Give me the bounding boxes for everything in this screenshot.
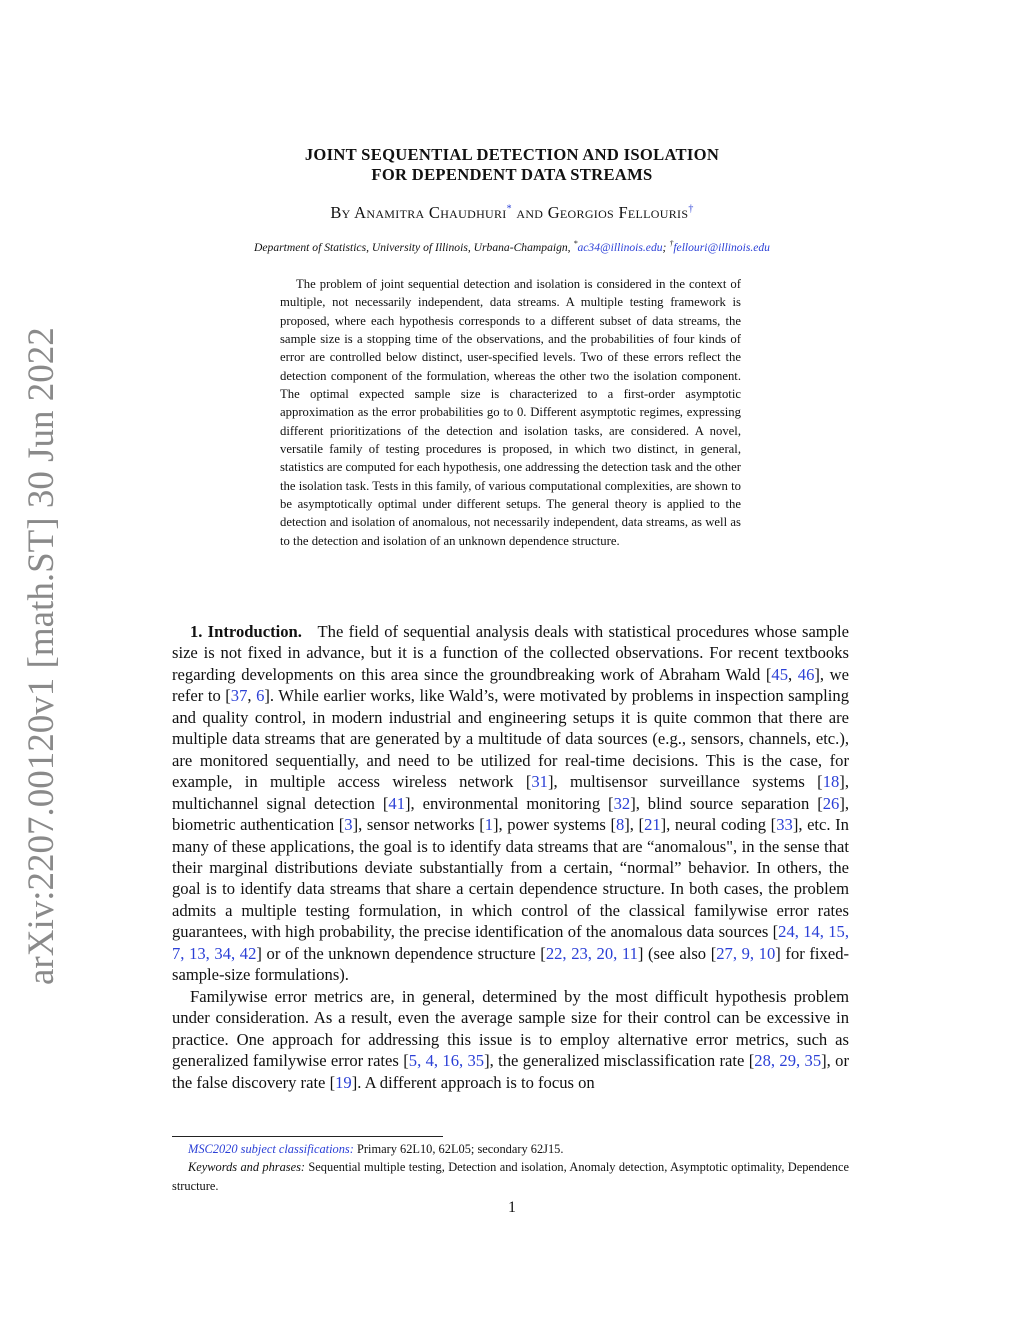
citation-link[interactable]: 5, 4, 16, 35: [408, 1051, 485, 1071]
page-number: 1: [508, 1199, 516, 1216]
abstract: [280, 275, 741, 550]
keywords-footnote: [172, 1158, 849, 1195]
intro-paragraph-1: [172, 621, 849, 986]
department: Department of Statistics, University of Illinois, Urbana-Champaign,: [254, 240, 571, 254]
citation-link[interactable]: 28, 29, 35: [754, 1051, 822, 1071]
text-run: ], power systems [: [493, 815, 616, 835]
citation-link[interactable]: 32: [613, 793, 631, 813]
email-separator: ;: [662, 240, 667, 254]
citation-link[interactable]: 21: [644, 815, 661, 835]
intro-paragraph-2: [172, 986, 849, 1093]
text-run: ]. A different approach is to focus on: [351, 1072, 595, 1092]
citation-link[interactable]: 24, 14, 15, 7, 13, 34, 42: [172, 922, 849, 963]
citation-link[interactable]: 31: [531, 772, 548, 792]
keywords-text: Sequential multiple testing, Detection and isolation, Anomaly detection, Asymptotic optimality, Dependence structure.: [172, 1160, 849, 1193]
text-run: ], neural coding [: [660, 815, 777, 835]
citation-link[interactable]: 1: [484, 815, 494, 835]
text-run: ,: [247, 686, 257, 706]
text-run: Familywise error metrics are, in general, determined by the most difficult hypothesis problem under consideration. As a result, even the average sample size for their control can be excessive in practice. One approach for addressing this issue is to employ alternative error metrics, such as generalized familywise error rates [: [172, 986, 849, 1071]
keywords-label: Keywords and phrases:: [188, 1160, 306, 1175]
text-run: ], multichannel signal detection [: [172, 772, 849, 813]
author-1-mark[interactable]: *: [506, 203, 512, 215]
abstract-text: The problem of joint sequential detection and isolation is considered in the context of multiple, not necessarily independent, data streams. A multiple testing framework is proposed, where each hypothesis corresponds to a different subset of data streams, the sample size is a stopping time of the observations, and the probabilities of four kinds of error are controlled below distinct, user-specified levels. Two of these errors reflect the detection component of the formulation, whereas the other two the isolation component. The optimal expected sample size is characterized to a first-order asymptotic approximation as the error probabilities go to 0. Different asymptotic regimes, expressing different prioritizations of the detection and isolation tasks, are considered. A novel, versatile family of testing procedures is proposed, in which two distinct, in general, statistics are computed for each hypothesis, one addressing the detection task and the other the isolation task. Tests in this family, of various computational complexities, are shown to be asymptotically optimal under different setups. The general theory is applied to the detection and isolation of anomalous, not necessarily independent, data streams, as well as to the detection and isolation of an unknown dependence structure.: [280, 277, 741, 548]
text-run: ], environmental monitoring [: [405, 793, 614, 813]
citation-link[interactable]: 27, 9, 10: [716, 943, 776, 963]
citation-link[interactable]: 41: [388, 793, 405, 813]
text-run: ], we refer to [: [172, 664, 850, 706]
text-run: The field of sequential analysis deals with statistical procedures whose sample size is not fixed in advance, but it is a function of the collected observations. For recent textbooks regarding developments on this area since the groundbreaking work of Abraham Wald [: [172, 622, 849, 684]
author-line: [172, 203, 852, 223]
and-word: and: [516, 203, 544, 222]
paper-title: [172, 145, 852, 185]
title-line-1: JOINT SEQUENTIAL DETECTION AND ISOLATION: [304, 145, 720, 164]
citation-link[interactable]: 26: [822, 793, 840, 813]
citation-link[interactable]: 45: [771, 664, 788, 684]
email-2-mark: †: [669, 239, 674, 248]
text-run: ], etc. In many of these applications, the goal is to identify data streams that are “anomalous", in the sense that their marginal distributions deviate substantially from a certain, “normal” behavior. In others, the goal is to identify data streams that share a certain dependence structure. In both cases, the problem admits a multiple testing formulation, in which control of the classical familywise error rates guarantees, with high probability, the precise identification of the anomalous data sources [: [172, 815, 849, 942]
text-run: ,: [788, 664, 798, 684]
text-run: ], the generalized misclassification rate [: [484, 1051, 755, 1071]
author-1: Anamitra Chaudhuri: [354, 203, 507, 222]
citation-link[interactable]: 19: [335, 1072, 352, 1092]
footnotes: [172, 1140, 849, 1195]
citation-link[interactable]: 8: [615, 815, 625, 835]
email-link-2[interactable]: fellouri@illinois.edu: [673, 240, 770, 254]
text-run: ], or the false discovery rate [: [172, 1051, 849, 1092]
citation-link[interactable]: 22, 23, 20, 11: [545, 943, 638, 963]
citation-link[interactable]: 37: [230, 686, 248, 706]
citation-link[interactable]: 18: [822, 772, 840, 792]
text-run: ], biometric authentication [: [172, 793, 849, 835]
msc-footnote: [172, 1140, 849, 1158]
arxiv-identifier-stamp: arXiv:2207.00120v1 [math.ST] 30 Jun 2022: [21, 327, 62, 985]
citation-link[interactable]: 33: [776, 815, 793, 835]
text-run: ] or of the unknown dependence structure [: [256, 943, 546, 963]
citation-link[interactable]: 3: [344, 815, 353, 835]
footnote-rule: [172, 1136, 443, 1137]
by-word: By: [330, 203, 351, 222]
introduction-section: [172, 621, 849, 1093]
email-1-mark: *: [573, 239, 578, 248]
text-run: ] for fixed-sample-size formulations).: [172, 943, 850, 985]
text-run: ], sensor networks [: [352, 815, 485, 835]
msc-link[interactable]: MSC2020 subject classifications:: [188, 1142, 354, 1156]
citation-link[interactable]: 6: [256, 686, 265, 706]
email-link-1[interactable]: ac34@illinois.edu: [577, 240, 663, 254]
msc-codes: Primary 62L10, 62L05; secondary 62J15.: [353, 1142, 564, 1156]
citation-link[interactable]: 46: [797, 664, 815, 684]
text-run: ] (see also [: [637, 943, 717, 963]
text-run: ]. While earlier works, like Wald’s, were motivated by problems in inspection sampling and quality control, in modern industrial and engineering setups it is quite common that there are multiple data streams that are generated by a multitude of data sources (e.g., sensors, channels, etc.), are monitored sequentially, and need to be utilized for real-time decisions. This is the case, for example, in multiple access wireless network [: [172, 686, 849, 792]
title-line-2: FOR DEPENDENT DATA STREAMS: [371, 165, 653, 184]
author-2-mark[interactable]: †: [688, 203, 694, 215]
author-2: Georgios Fellouris: [547, 203, 689, 222]
text-run: ], [: [624, 815, 645, 835]
section-heading: 1. Introduction.: [190, 622, 302, 641]
affiliation: [150, 239, 874, 254]
text-run: ], multisensor surveillance systems [: [547, 772, 823, 792]
text-run: ], blind source separation [: [630, 793, 823, 813]
